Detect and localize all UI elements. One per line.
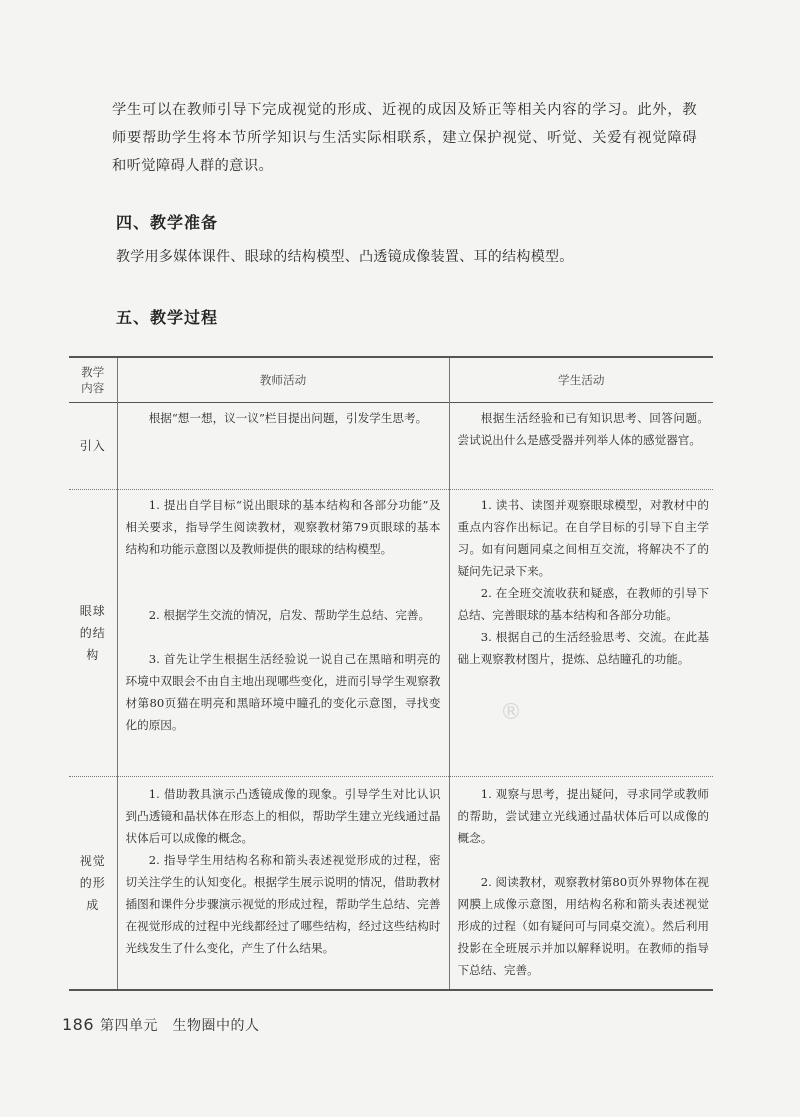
intro-text: 学生可以在教师引导下完成视觉的形成、近视的成因及矫正等相关内容的学习。此外，教师要帮助学生将本节所学知识与生活实际相联系，建立保护视觉、听觉、关爱有视觉障碍和听觉障碍人群的意识。	[112, 102, 697, 174]
preparation-text: 教学用多媒体课件、眼球的结构模型、凸透镜成像装置、耳的结构模型。	[116, 249, 574, 265]
teacher-paragraph: 2. 指导学生用结构名称和箭头表述视觉形成的过程，密切关注学生的认知变化。根据学生展示说明的情况，借助教材插图和课件分步骤演示视觉的形成过程，帮助学生总结、完善在视觉形成的过程中光线都经过了哪些结构，经过这些结构时光线发生了什么变化，产生了什么结果。	[125, 853, 441, 955]
teacher-paragraph: 根据“想一想，议一议”栏目提出问题，引发学生思考。	[148, 411, 428, 425]
section-heading-preparation: 四、教学准备	[116, 213, 219, 232]
student-paragraph: 根据生活经验和已有知识思考、回答问题。尝试说出什么是感受器并列举人体的感觉器官。	[457, 411, 709, 447]
header-content	[69, 357, 117, 403]
row-label: 视觉的形成	[79, 854, 106, 912]
student-paragraph: 1. 读书、读图并观察眼球模型，对教材中的重点内容作出标记。在自学目标的引导下自主学习。如有问题同桌之间相互交流，将解决不了的疑问先记录下来。	[457, 498, 709, 578]
teaching-process-table	[69, 356, 713, 991]
page-footer	[62, 1015, 260, 1035]
header-student: 学生活动	[558, 373, 605, 387]
teacher-paragraph: 3. 首先让学生根据生活经验说一说自己在黑暗和明亮的环境中双眼会不由自主地出现哪些变化，进而引导学生观察教材第80页猫在明亮和黑暗环境中瞳孔的变化示意图，寻找变化的原因。	[125, 652, 441, 732]
header-teacher: 教师活动	[117, 357, 449, 403]
teacher-activity	[117, 490, 449, 777]
watermark-registered-mark: ®	[500, 700, 522, 725]
row-label: 眼球的结构	[79, 604, 106, 662]
teacher-paragraph: 2. 根据学生交流的情况，启发、帮助学生总结、完善。	[148, 608, 431, 622]
page-number: 186	[62, 1015, 95, 1034]
student-paragraph: 3. 根据自己的生活经验思考、交流。在此基础上观察教材图片，提炼、总结瞳孔的功能。	[457, 630, 709, 666]
student-paragraph: 1. 观察与思考，提出疑问，寻求同学或教师的帮助，尝试建立光线通过晶状体后可以成像的概念。	[457, 787, 709, 845]
teacher-activity	[117, 403, 449, 490]
teacher-paragraph: 1. 提出自学目标“说出眼球的基本结构和各部分功能”及相关要求，指导学生阅读教材，观察教材第79页眼球的基本结构和功能示意图以及教师提供的眼球的结构模型。	[125, 498, 441, 556]
header-content-line1: 教学	[81, 365, 105, 379]
student-paragraph: 2. 阅读教材，观察教材第80页外界物体在视网膜上成像示意图，用结构名称和箭头表述视觉形成的过程（如有疑问可与同桌交流）。然后利用投影在全班展示并加以解释说明。在教师的指导下总结、完善。	[457, 875, 709, 977]
student-activity	[449, 777, 713, 991]
table-row	[69, 490, 713, 777]
teacher-paragraph: 1. 借助教具演示凸透镜成像的现象。引导学生对比认识到凸透镜和晶状体在形态上的相似，帮助学生建立光线通过晶状体后可以成像的概念。	[125, 787, 441, 845]
student-activity	[449, 490, 713, 777]
footer-unit-title: 第四单元 生物圈中的人	[100, 1018, 260, 1034]
table-row	[69, 777, 713, 991]
teacher-activity	[117, 777, 449, 991]
student-activity	[449, 403, 713, 490]
row-label: 引入	[79, 439, 106, 453]
table-header-row	[69, 357, 713, 403]
intro-paragraph	[112, 96, 697, 180]
student-paragraph: 2. 在全班交流收获和疑惑，在教师的引导下总结、完善眼球的基本结构和各部分功能。	[457, 586, 709, 622]
table-row	[69, 403, 713, 490]
header-content-line2: 内容	[81, 381, 105, 395]
section-heading-process: 五、教学过程	[116, 308, 219, 327]
